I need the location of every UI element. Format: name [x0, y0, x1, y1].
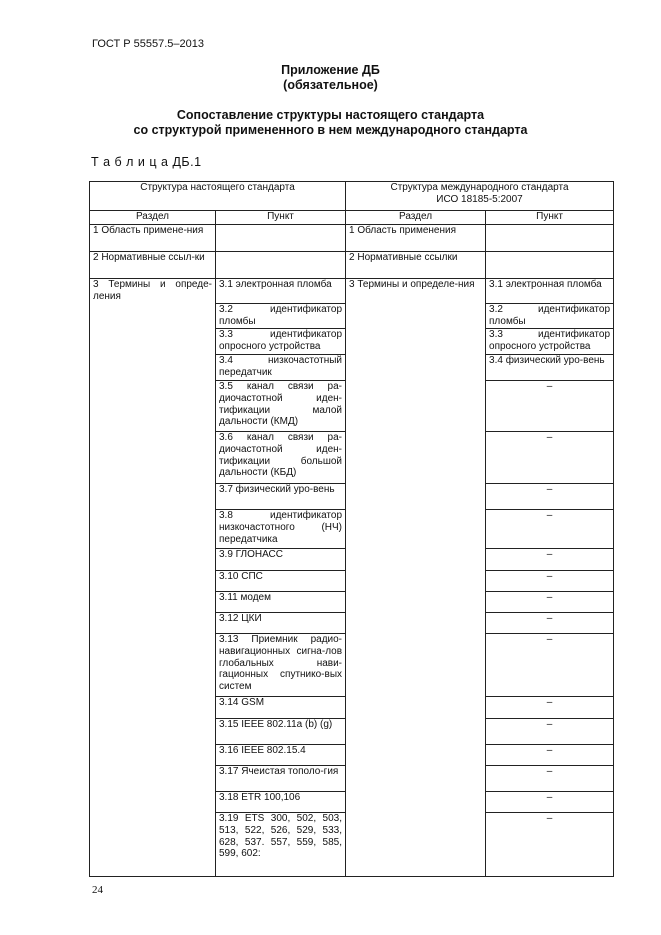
cell-right-item: –: [486, 719, 614, 745]
header-international-standard: [346, 182, 614, 211]
cell-right-item: –: [486, 745, 614, 766]
appendix-title: Приложение ДБ: [281, 63, 380, 77]
structure-comparison-table: [89, 181, 614, 877]
cell-right-item: –: [486, 592, 614, 613]
page-number: 24: [92, 884, 103, 896]
cell-right-item: –: [486, 792, 614, 813]
cell-right-item: [486, 225, 614, 252]
cell-left-item: 3.6 канал связи ра-диочастотной иден-тификации большой дальности (КБД): [216, 432, 346, 484]
cell-left-item: [216, 252, 346, 279]
cell-left-item: 3.4 низкочастотный передатчик: [216, 355, 346, 381]
cell-left-item: 3.14 GSM: [216, 697, 346, 719]
appendix-heading-line1: Сопоставление структуры настоящего стандарта: [176, 108, 485, 122]
cell-right-item: –: [486, 697, 614, 719]
cell-right-item: –: [486, 613, 614, 634]
cell-right-item: –: [486, 549, 614, 571]
cell-right-section: 3 Термины и определе-ния: [346, 279, 486, 877]
header-international-line2: ИСО 18185-5:2007: [436, 193, 523, 205]
cell-left-item: [216, 225, 346, 252]
cell-left-section: 1 Область примене-ния: [90, 225, 216, 252]
cell-left-item: 3.11 модем: [216, 592, 346, 613]
cell-left-item: 3.1 электронная пломба: [216, 279, 346, 304]
cell-left-section: 2 Нормативные ссыл-ки: [90, 252, 216, 279]
cell-right-item: [486, 252, 614, 279]
cell-right-item: 3.3 идентификатор опросного устройства: [486, 329, 614, 355]
cell-right-item: –: [486, 432, 614, 484]
cell-left-item: 3.5 канал связи ра-диочастотной иден-тификации малой дальности (КМД): [216, 381, 346, 432]
cell-left-item: 3.17 Ячеистая тополо-гия: [216, 766, 346, 792]
cell-left-item: 3.10 СПС: [216, 571, 346, 592]
cell-left-item: 3.2 идентификатор пломбы: [216, 304, 346, 329]
cell-right-item: 3.2 идентификатор пломбы: [486, 304, 614, 329]
cell-right-item: –: [486, 571, 614, 592]
col-header-section: Раздел: [346, 211, 486, 225]
cell-left-item: 3.9 ГЛОНАСС: [216, 549, 346, 571]
appendix-status: (обязательное): [283, 78, 378, 92]
cell-left-item: 3.12 ЦКИ: [216, 613, 346, 634]
cell-left-item: 3.13 Приемник радио-навигационных сигна-лов глобальных нави-гационных спутнико-вых систем: [216, 634, 346, 697]
cell-left-item: 3.18 ETR 100,106: [216, 792, 346, 813]
appendix-heading-line2: со структурой примененного в нем международного стандарта: [133, 123, 528, 137]
table-caption: Т а б л и ц а ДБ.1: [91, 155, 202, 169]
cell-left-item: 3.19 ETS 300, 502, 503, 513, 522, 526, 529, 533, 628, 537. 557, 559, 585, 599, 602:: [216, 813, 346, 877]
cell-right-item: 3.1 электронная пломба: [486, 279, 614, 304]
cell-right-item: –: [486, 766, 614, 792]
header-international-line1: Структура международного стандарта: [390, 182, 569, 193]
cell-right-item: –: [486, 813, 614, 877]
header-current-standard: Структура настоящего стандарта: [90, 182, 346, 211]
cell-right-section: 2 Нормативные ссылки: [346, 252, 486, 279]
table-row: [90, 252, 614, 279]
cell-right-item: –: [486, 484, 614, 510]
cell-right-item: 3.4 физический уро-вень: [486, 355, 614, 381]
table-row: [90, 279, 614, 304]
table-row: [90, 225, 614, 252]
col-header-section: Раздел: [90, 211, 216, 225]
cell-left-item: 3.7 физический уро-вень: [216, 484, 346, 510]
cell-right-item: –: [486, 510, 614, 549]
col-header-item: Пункт: [486, 211, 614, 225]
cell-right-section: 1 Область применения: [346, 225, 486, 252]
cell-left-item: 3.16 IEEE 802.15.4: [216, 745, 346, 766]
cell-left-section: 3 Термины и опреде-ления: [90, 279, 216, 877]
col-header-item: Пункт: [216, 211, 346, 225]
cell-left-item: 3.8 идентификатор низкочастотного (НЧ) передатчика: [216, 510, 346, 549]
document-code: ГОСТ Р 55557.5–2013: [92, 38, 204, 50]
cell-left-item: 3.15 IEEE 802.11a (b) (g): [216, 719, 346, 745]
cell-right-item: –: [486, 381, 614, 432]
cell-left-item: 3.3 идентификатор опросного устройства: [216, 329, 346, 355]
cell-right-item: –: [486, 634, 614, 697]
